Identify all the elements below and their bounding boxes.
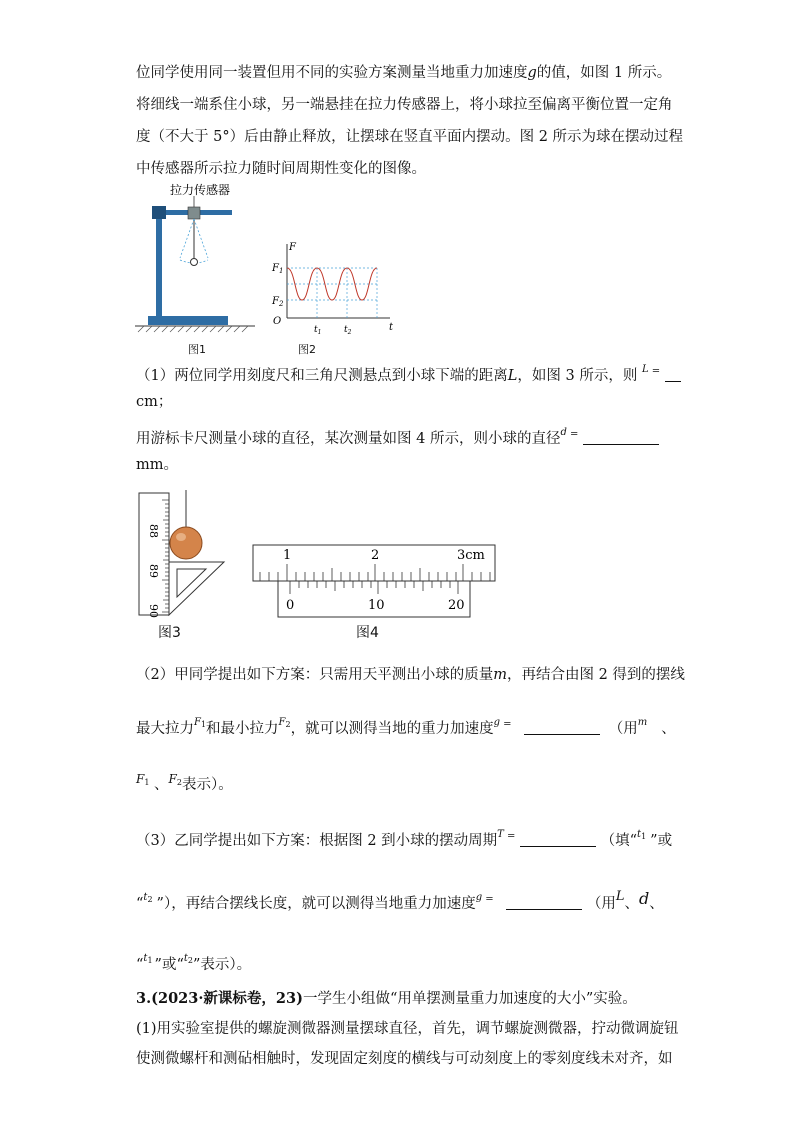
- main-label-3cm: 3cm: [457, 548, 485, 563]
- q1-line-1: （1）两位同学用刻度尺和三角尺测悬点到小球下端的距离L，如图 3 所示，则 $^L$ =: [136, 361, 681, 385]
- figure-1-stand: [130, 180, 260, 340]
- label-F: F: [289, 242, 296, 253]
- figure-1-caption: 图1: [188, 343, 206, 356]
- figure-3-caption: 图3: [158, 625, 181, 641]
- label-t: t: [389, 322, 394, 333]
- ball: [191, 259, 198, 266]
- p3-line-1: 3.(2023·新课标卷，23)一学生小组做“用单摆测量重力加速度的大小”实验。: [136, 990, 637, 1007]
- q3-line-1: （3）乙同学提出如下方案：根据图 2 到小球的摆动周期$^T$ = （填“$^{t1}$ ”或: [136, 829, 673, 849]
- label-F1: $F_1$: [272, 263, 284, 275]
- ruler-label-90: 90: [147, 604, 160, 618]
- q3-blank-g[interactable]: [506, 895, 582, 910]
- guide-lines: [287, 268, 377, 318]
- q2-line-1: （2）甲同学提出如下方案：只需用天平测出小球的质量m，再结合由图 2 得到的摆线: [136, 667, 685, 683]
- q3-line-2: “$^{t2}$ ”），再结合摆线长度，就可以测得当地重力加速度$^g$ = （用L、d、: [136, 889, 664, 912]
- p3-line-2: (1)用实验室提供的螺旋测微器测量摆球直径，首先，调节螺旋测微器，拧动微调旋钮: [136, 1021, 679, 1037]
- label-t2: $t_2$: [344, 325, 352, 336]
- q1-line-3: 用游标卡尺测量小球的直径，某次测量如图 4 所示，则小球的直径$^d$ =: [136, 424, 659, 448]
- intro-line-1: 位同学使用同一装置但用不同的实验方案测量当地重力加速度g的值，如图 1 所示。: [136, 65, 672, 81]
- label-t1: $t_1$: [314, 325, 322, 336]
- ball: [170, 527, 202, 559]
- figure-3-ruler: [136, 490, 251, 620]
- q2-line-3: $^{F1}$ 、$^{F2}$表示）。: [136, 772, 233, 793]
- ball-highlight: [176, 533, 186, 541]
- q3-blank-T[interactable]: [520, 832, 596, 847]
- string-left: [180, 219, 194, 258]
- q1-blank-L[interactable]: [665, 367, 681, 382]
- ruler-label-89: 89: [147, 564, 160, 578]
- q2-line-2: 最大拉力$^{F1}$和最小拉力$^{F2}$，就可以测得当地的重力加速度$^g$ = （用$^m$ 、: [136, 717, 676, 737]
- vernier-label-10: 10: [368, 598, 385, 613]
- q1-unit-mm: mm。: [136, 457, 178, 473]
- figure-4-vernier: [250, 542, 500, 622]
- figure-4-caption: 图4: [356, 625, 379, 641]
- intro-line-3: 度（不大于 5°）后由静止释放，让摆球在竖直平面内摆动。图 2 所示为球在摆动过程: [136, 129, 684, 145]
- q1-blank-d[interactable]: [583, 430, 659, 445]
- sensor: [188, 207, 200, 219]
- main-label-2: 2: [371, 548, 380, 563]
- vernier-label-20: 20: [448, 598, 465, 613]
- label-F2: $F_2$: [272, 296, 284, 308]
- figure-2-force-graph: [265, 238, 400, 338]
- clamp: [152, 206, 166, 219]
- q3-line-3: “$^{t1}$ ”或“$^{t2}$”表示）。: [136, 953, 252, 973]
- label-O: O: [273, 316, 282, 327]
- vernier-label-0: 0: [286, 598, 295, 613]
- sensor-label: 拉力传感器: [170, 183, 231, 197]
- p3-line-3: 使测微螺杆和测砧相触时，发现固定刻度的横线与可动刻度上的零刻度线未对齐，如: [136, 1051, 673, 1067]
- pole: [156, 206, 162, 318]
- main-label-1: 1: [283, 548, 292, 563]
- q1-unit-cm: cm；: [136, 394, 173, 410]
- figure-2-caption: 图2: [298, 343, 316, 356]
- string-right: [194, 219, 208, 258]
- intro-line-2: 将细线一端系住小球，另一端悬挂在拉力传感器上，将小球拉至偏离平衡位置一定角: [136, 97, 673, 113]
- intro-line-4: 中传感器所示拉力随时间周期性变化的图像。: [136, 161, 426, 177]
- ruler-label-88: 88: [147, 524, 160, 538]
- ruler: [139, 493, 169, 615]
- q2-blank-g[interactable]: [524, 720, 600, 735]
- ground-hatch: [138, 326, 248, 332]
